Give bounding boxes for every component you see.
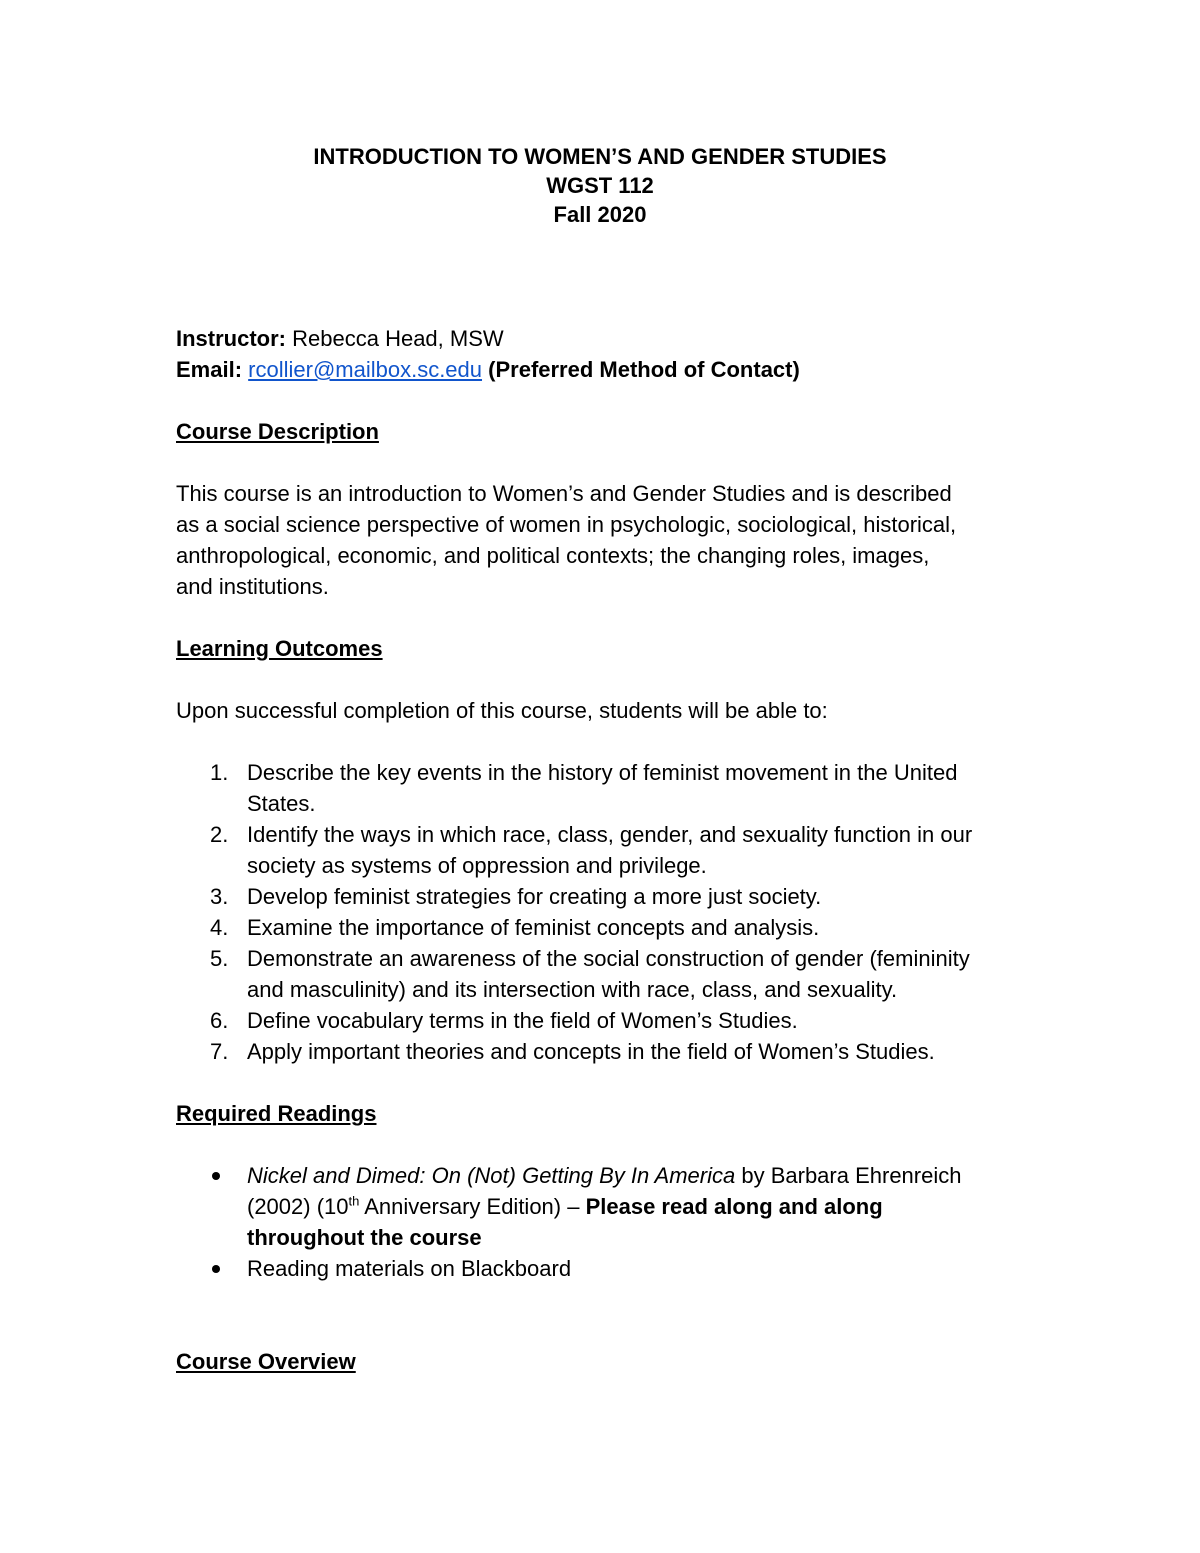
- outcome-text: States.: [247, 791, 316, 816]
- course-term: Fall 2020: [553, 202, 647, 227]
- book-author: by Barbara Ehrenreich: [735, 1163, 962, 1188]
- outcome-item: [176, 943, 1036, 1005]
- email-link[interactable]: rcollier@mailbox.sc.edu: [248, 357, 483, 382]
- outcome-text: Apply important theories and concepts in the field of Women’s Studies.: [247, 1039, 935, 1064]
- book-edition-rest: Anniversary Edition) –: [359, 1194, 586, 1219]
- reading-item: [176, 1253, 1036, 1284]
- learning-outcomes-heading: Learning Outcomes: [176, 636, 383, 661]
- course-description-text: [176, 478, 1036, 602]
- outcome-text: Describe the key events in the history of feminist movement in the United: [247, 760, 958, 785]
- instructor-label: Instructor:: [176, 326, 286, 351]
- instructor-line: [176, 323, 1036, 354]
- instructor-name: Rebecca Head, MSW: [292, 326, 504, 351]
- book-note-cont: throughout the course: [247, 1225, 482, 1250]
- outcome-item: [176, 819, 1036, 881]
- outcome-item: [176, 1036, 1036, 1067]
- course-overview-heading: Course Overview: [176, 1349, 356, 1374]
- outcome-number: 6.: [210, 1008, 229, 1033]
- learning-outcomes-intro: Upon successful completion of this course, students will be able to:: [176, 698, 828, 723]
- outcome-text: Develop feminist strategies for creating a more just society.: [247, 884, 822, 909]
- bullet-icon: [212, 1265, 220, 1273]
- outcomes-list: [176, 757, 1036, 1067]
- outcome-number: 2.: [210, 822, 229, 847]
- outcome-number: 1.: [210, 760, 229, 785]
- outcome-text: society as systems of oppression and privilege.: [247, 853, 707, 878]
- readings-list: [176, 1160, 1036, 1284]
- course-code: WGST 112: [546, 173, 654, 198]
- email-note: (Preferred Method of Contact): [488, 357, 800, 382]
- outcome-text: Demonstrate an awareness of the social construction of gender (femininity: [247, 946, 970, 971]
- email-label: Email:: [176, 357, 243, 382]
- description-line: and institutions.: [176, 574, 329, 599]
- book-note: Please read along and along: [585, 1194, 883, 1219]
- outcome-number: 5.: [210, 946, 229, 971]
- title-block: [0, 142, 1200, 229]
- reading-text: Reading materials on Blackboard: [247, 1256, 572, 1281]
- book-edition-sup: th: [348, 1193, 360, 1209]
- course-title: INTRODUCTION TO WOMEN’S AND GENDER STUDIES: [313, 144, 887, 169]
- outcome-item: [176, 881, 1036, 912]
- course-description-heading: Course Description: [176, 419, 379, 444]
- outcome-number: 4.: [210, 915, 229, 940]
- outcome-text: and masculinity) and its intersection with race, class, and sexuality.: [247, 977, 898, 1002]
- outcome-item: [176, 1005, 1036, 1036]
- description-line: anthropological, economic, and political contexts; the changing roles, images,: [176, 543, 930, 568]
- description-line: This course is an introduction to Women’s and Gender Studies and is described: [176, 481, 952, 506]
- book-edition: (2002) (10: [247, 1194, 349, 1219]
- outcome-number: 7.: [210, 1039, 229, 1064]
- outcome-text: Identify the ways in which race, class, gender, and sexuality function in our: [247, 822, 973, 847]
- document-body: [176, 323, 1036, 1377]
- description-line: as a social science perspective of women in psychologic, sociological, historical,: [176, 512, 957, 537]
- outcome-number: 3.: [210, 884, 229, 909]
- email-line: [176, 354, 1036, 385]
- outcome-item: [176, 757, 1036, 819]
- outcome-item: [176, 912, 1036, 943]
- required-readings-heading: Required Readings: [176, 1101, 377, 1126]
- reading-item: [176, 1160, 1036, 1253]
- outcome-text: Define vocabulary terms in the field of Women’s Studies.: [247, 1008, 798, 1033]
- outcome-text: Examine the importance of feminist concepts and analysis.: [247, 915, 820, 940]
- bullet-icon: [212, 1172, 220, 1180]
- book-title: Nickel and Dimed: On (Not) Getting By In America: [247, 1163, 736, 1188]
